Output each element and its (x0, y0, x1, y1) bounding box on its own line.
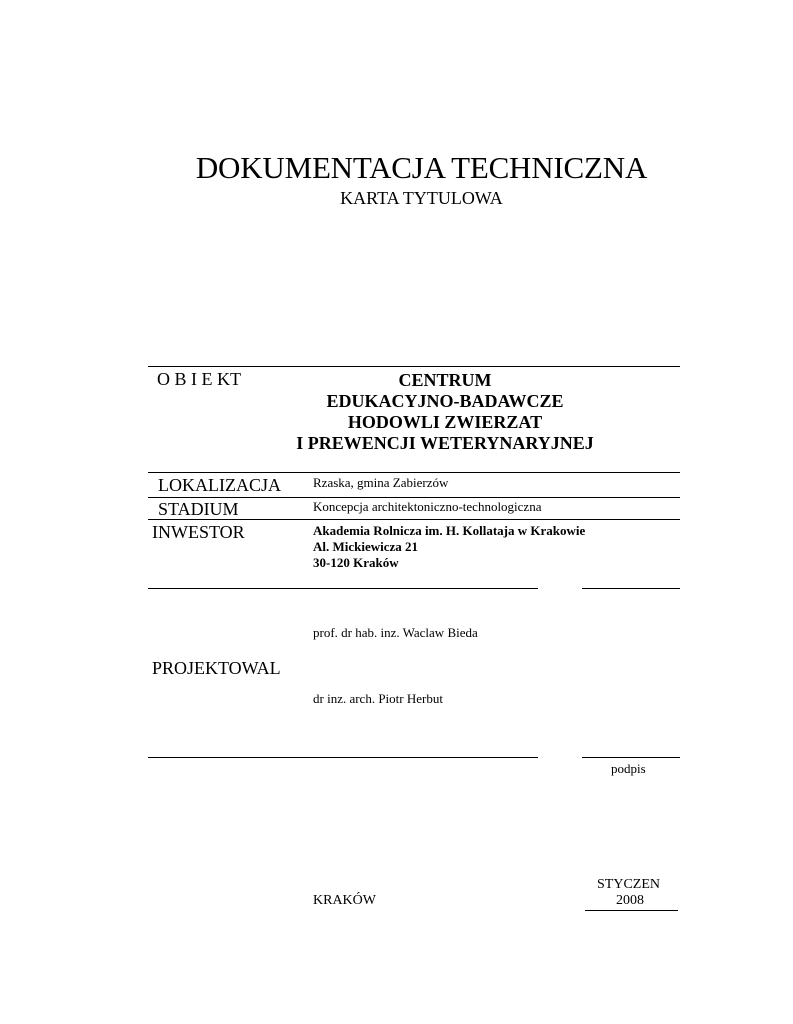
divider-investor-bottom (148, 588, 538, 589)
divider-investor-top (148, 519, 680, 520)
document-title: DOKUMENTACJA TECHNICZNA (195, 150, 648, 185)
designer-name-1: prof. dr hab. inz. Waclaw Bieda (313, 625, 478, 640)
object-name-line-2: EDUKACYJNO-BADAWCZE (326, 391, 564, 411)
stage-value: Koncepcja architektoniczno-technologiczna (313, 499, 542, 514)
designer-name-2: dr inz. arch. Piotr Herbut (313, 691, 443, 706)
divider-object-top (148, 366, 680, 367)
object-label: O B I E KT (157, 369, 241, 389)
divider-designers-bottom (148, 757, 538, 758)
footer-year: 2008 (616, 893, 644, 908)
object-name-line-4: I PREWENCJI WETERYNARYJNEJ (296, 433, 594, 453)
investor-label: INWESTOR (152, 522, 245, 542)
investor-line-2: Al. Mickiewicza 21 (313, 539, 419, 554)
signature-label: podpis (611, 761, 646, 776)
footer-month: STYCZEN (597, 877, 660, 892)
object-name-line-3: HODOWLI ZWIERZAT (347, 412, 543, 432)
investor-line-3: 30-120 Kraków (313, 555, 399, 570)
object-name-line-1: CENTRUM (398, 370, 492, 390)
divider-stage-top (148, 497, 680, 498)
stage-label: STADIUM (158, 499, 239, 519)
footer-city: KRAKÓW (313, 893, 376, 908)
investor-line-1: Akademia Rolnicza im. H. Kollataja w Krakowie (313, 523, 586, 538)
divider-location-top (148, 472, 680, 473)
location-label: LOKALIZACJA (158, 475, 281, 495)
signature-line-investor (582, 588, 680, 589)
document-subtitle: KARTA TYTULOWA (340, 188, 503, 208)
designers-label: PROJEKTOWAL (152, 658, 281, 678)
signature-line-designers (582, 757, 680, 758)
footer-date-underline (585, 910, 678, 911)
location-value: Rzaska, gmina Zabierzów (313, 475, 449, 490)
